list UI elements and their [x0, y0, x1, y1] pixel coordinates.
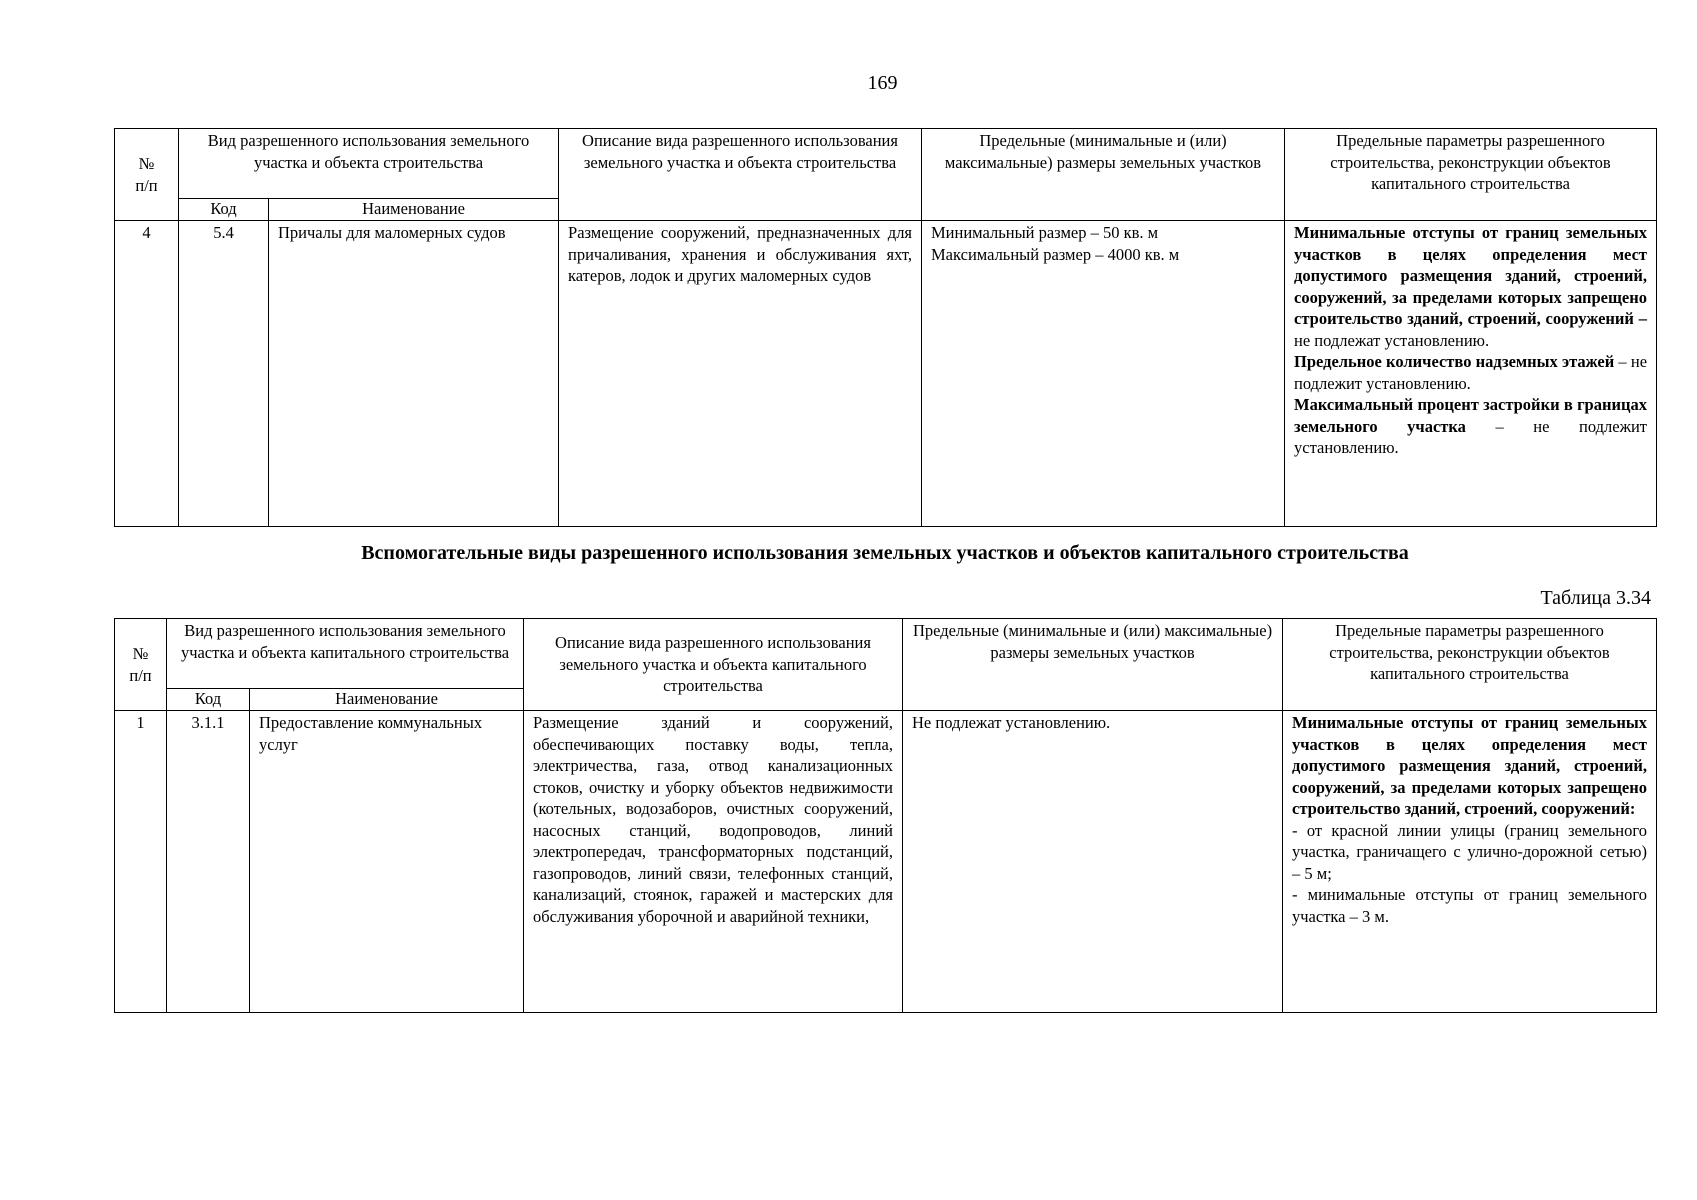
param-boundary: - минимальные отступы от границ земельного участка – 3 м. [1292, 885, 1647, 926]
table-row [115, 711, 1657, 1013]
header-params: Предельные параметры разрешенного строительства, реконструкции объектов капитального строительства [1285, 129, 1657, 221]
row-sizes [922, 221, 1285, 527]
page-number: 169 [867, 72, 898, 94]
section-heading: Вспомогательные виды разрешенного использования земельных участков и объектов капитального строительства [361, 542, 1409, 564]
header-code: Код [179, 199, 269, 221]
header-num: № п/п [115, 129, 179, 221]
header-name: Наименование [269, 199, 559, 221]
max-size: Максимальный размер – 4000 кв. м [931, 244, 1180, 264]
param-setbacks: Минимальные отступы от границ земельных участков в целях определения мест допустимого размещения зданий, строений, сооружений, за пределами которых запрещено строительство зданий, строений, сооружений – не подлежат установлению. [1294, 223, 1648, 350]
table-row [115, 221, 1657, 527]
table-number: Таблица 3.34 [1540, 587, 1651, 609]
header-sizes: Предельные (минимальные и (или) максимальные) размеры земельных участков [903, 619, 1283, 711]
header-description: Описание вида разрешенного использования земельного участка и объекта строительства [559, 129, 922, 221]
header-num: № п/п [115, 619, 167, 711]
row-code: 5.4 [179, 221, 269, 527]
row-description: Размещение сооружений, предназначенных для причаливания, хранения и обслуживания яхт, катеров, лодок и других маломерных судов [559, 221, 922, 527]
header-sizes: Предельные (минимальные и (или) максимальные) размеры земельных участков [922, 129, 1285, 221]
regulations-table-main [114, 128, 1657, 527]
header-kind: Вид разрешенного использования земельного участка и объекта капитального строительства [167, 619, 524, 689]
row-num: 1 [115, 711, 167, 1013]
row-params [1285, 221, 1657, 527]
row-num: 4 [115, 221, 179, 527]
header-params: Предельные параметры разрешенного строительства, реконструкции объектов капитального строительства [1283, 619, 1657, 711]
param-red-line: - от красной линии улицы (границ земельного участка, граничащего с улично-дорожной сетью) – 5 м; [1292, 820, 1647, 883]
regulations-table-auxiliary [114, 618, 1657, 1013]
header-name: Наименование [250, 689, 524, 711]
row-params [1283, 711, 1657, 1013]
header-description: Описание вида разрешенного использования земельного участка и объекта капитального строительства [524, 619, 903, 711]
param-coverage: Максимальный процент застройки в границах земельного участка – не подлежит установлению. [1294, 395, 1648, 457]
header-code: Код [167, 689, 250, 711]
row-name: Предоставление коммунальных услуг [250, 711, 524, 1013]
param-setbacks: Минимальные отступы от границ земельных участков в целях определения мест допустимого размещения зданий, строений, сооружений, за пределами которых запрещено строительство зданий, строений, сооружений: [1292, 713, 1647, 818]
header-kind: Вид разрешенного использования земельного участка и объекта строительства [179, 129, 559, 199]
min-size: Минимальный размер – 50 кв. м [931, 223, 1159, 242]
row-name: Причалы для маломерных судов [269, 221, 559, 527]
row-sizes: Не подлежат установлению. [903, 711, 1283, 1013]
param-floors: Предельное количество надземных этажей – не подлежит установлению. [1294, 352, 1648, 393]
row-description: Размещение зданий и сооружений, обеспечивающих поставку воды, тепла, электричества, газа, отвод канализационных стоков, очистку и уборку объектов недвижимости (котельных, водозаборов, очистных сооружений, насосных станций, водопроводов, линий электропередач, трансформаторных подстанций, газопроводов, линий связи, телефонных станций, канализаций, стоянок, гаражей и мастерских для обслуживания уборочной и аварийной техники, [524, 711, 903, 1013]
row-code: 3.1.1 [167, 711, 250, 1013]
